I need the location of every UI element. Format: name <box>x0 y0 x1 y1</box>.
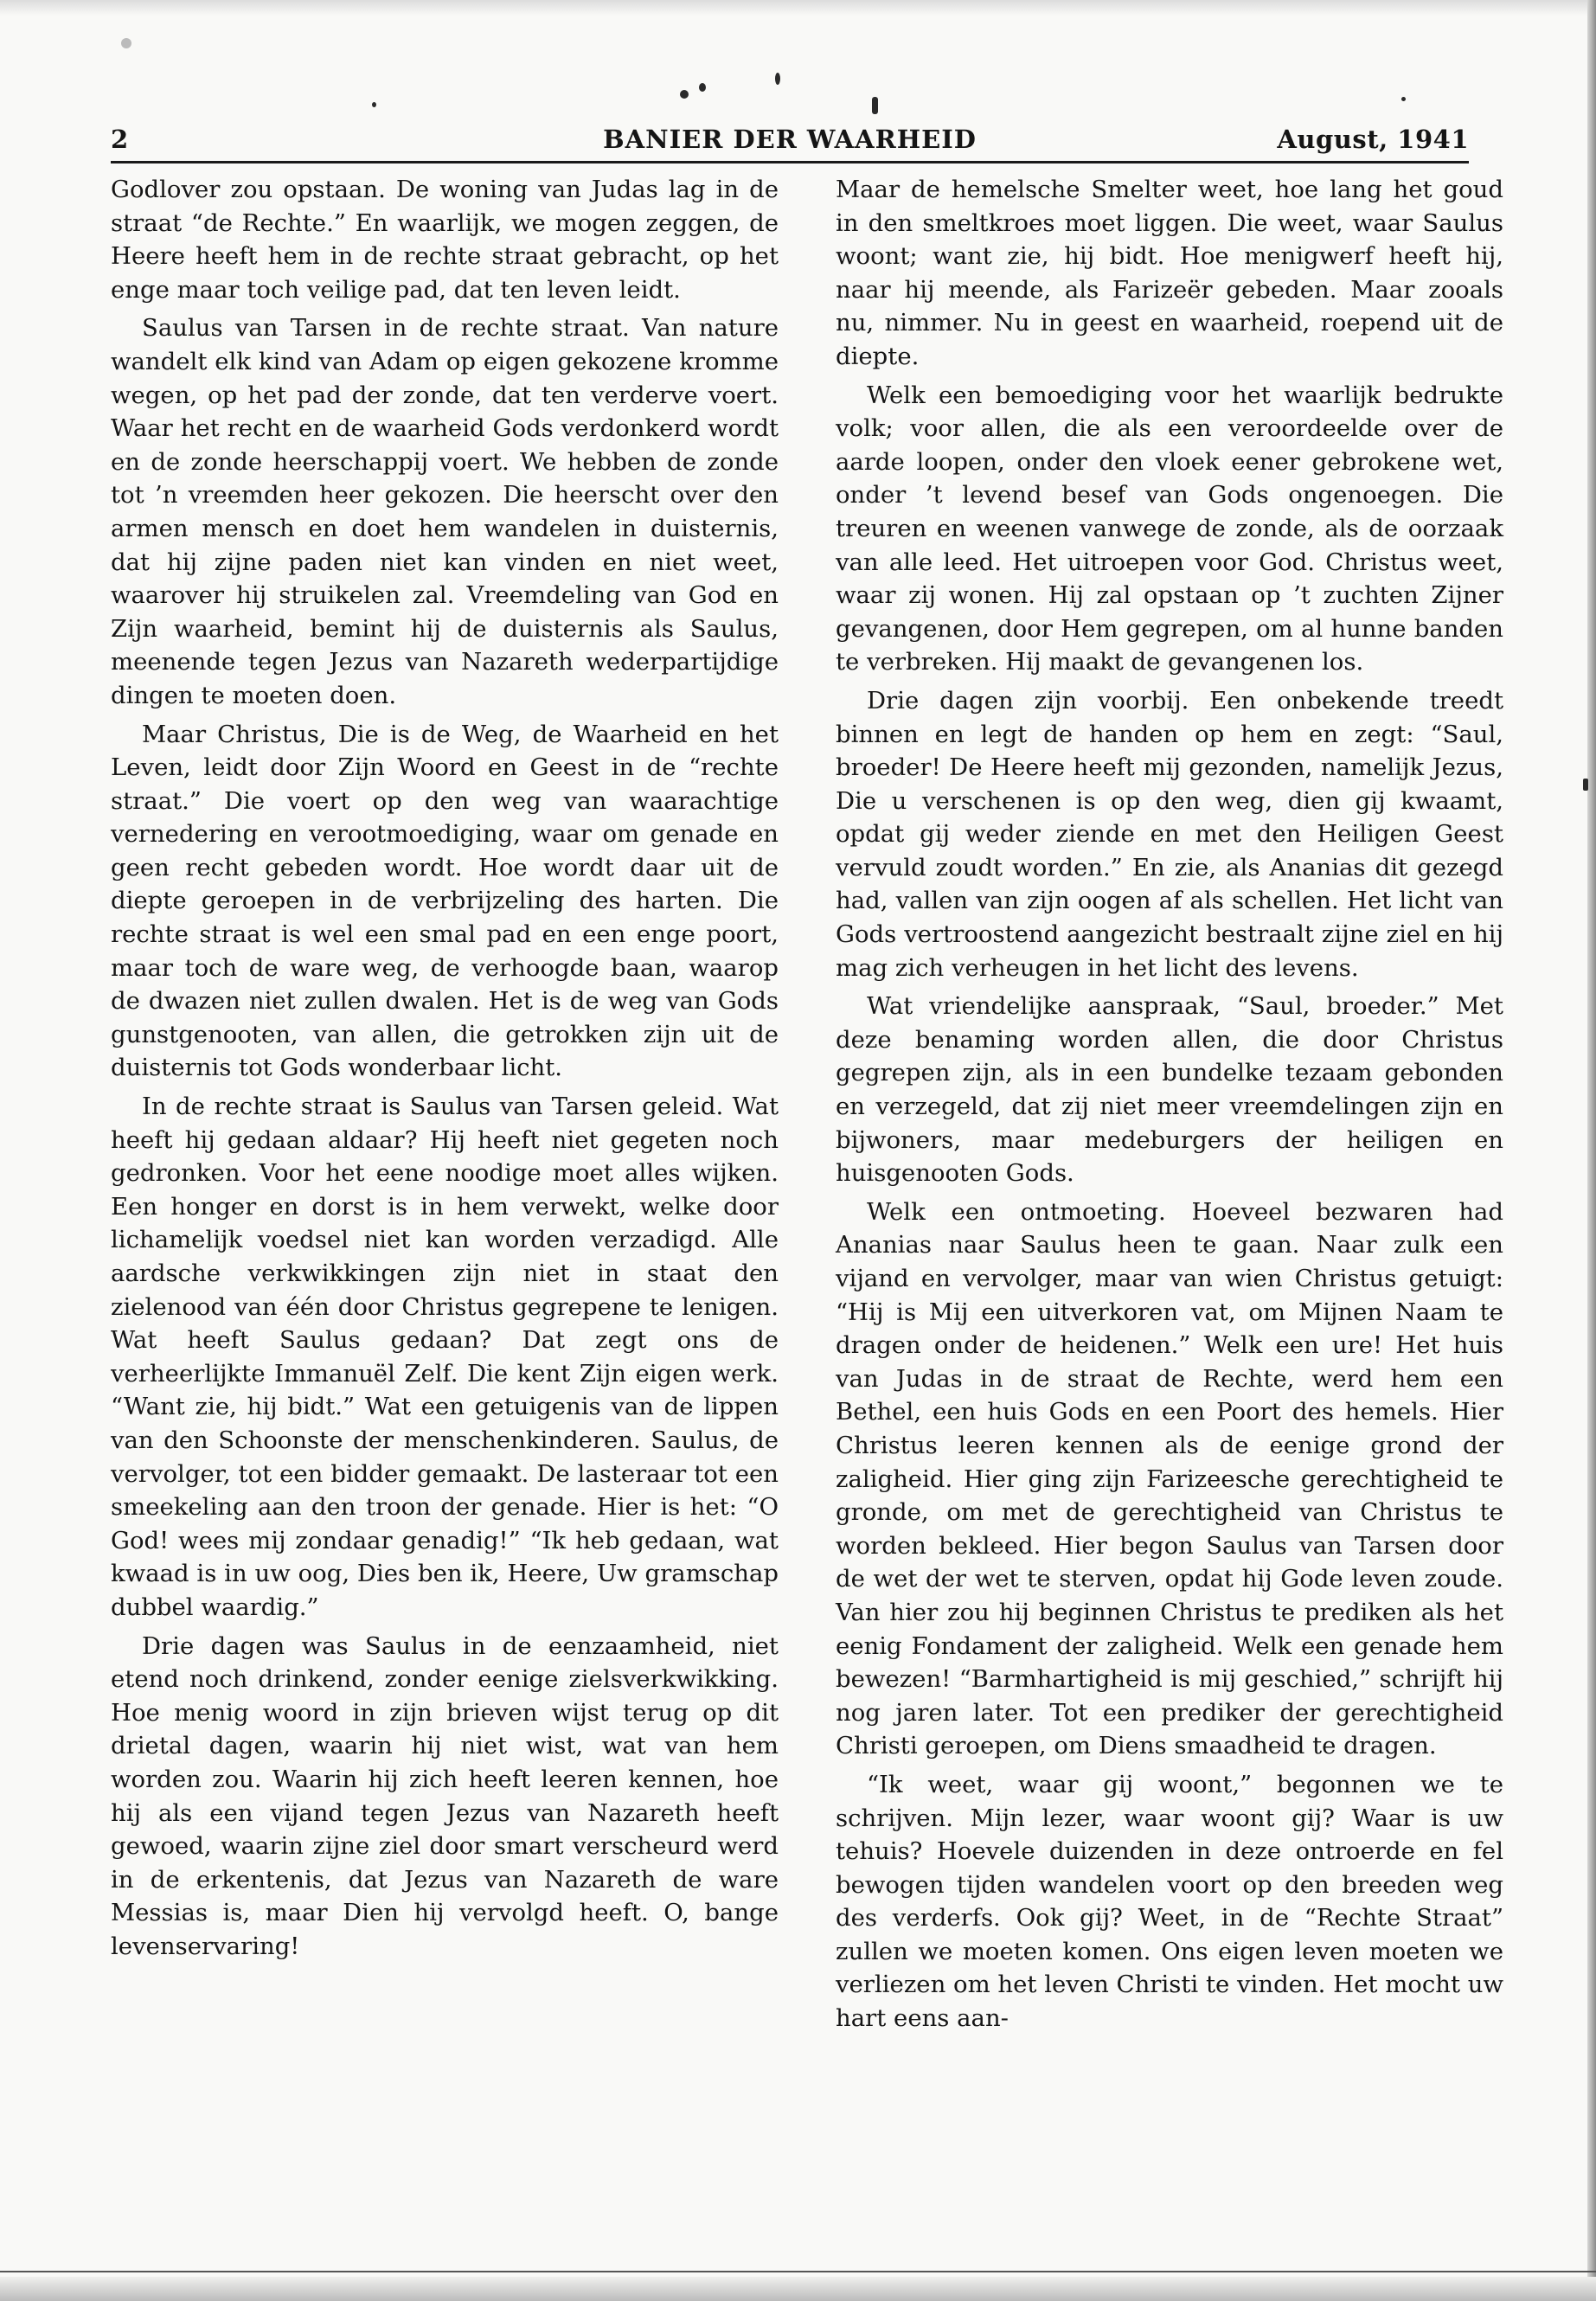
paragraph: Wat vriendelijke aanspraak, “Saul, broeder.” Met deze benaming worden allen, die door Christus gegrepen zijn, als in een bundelke tezaam gebonden en verzegeld, dat zij niet meer vreemdelingen zijn en bijwoners, maar medeburgers der heiligen en huisgenooten Gods. <box>836 992 1503 1188</box>
right-column <box>836 173 1503 2041</box>
paragraph: Drie dagen was Saulus in de eenzaamheid, niet etend noch drinkend, zonder eenige zielsverkwikking. Hoe menig woord in zijn brieven wijst terug op dit drietal dagen, waarin hij niet wist, wat van hem worden zou. Waarin hij zich heeft leeren kennen, hoe hij als een vijand tegen Jezus van Nazareth heeft gewoed, waarin zijne ziel door smart verscheurd werd in de erkentenis, dat Jezus van Nazareth de ware Messias is, maar Dien hij vervolgd heeft. O, bange levenservaring! <box>111 1631 779 1960</box>
scan-bottom-line <box>0 2271 1596 2272</box>
scan-speck <box>1401 97 1406 101</box>
scan-speck <box>121 38 131 48</box>
scan-speck <box>680 90 689 99</box>
header-rule <box>111 161 1469 163</box>
scan-speck <box>372 102 376 107</box>
scan-speck <box>775 73 780 85</box>
paragraph: Godlover zou opstaan. De woning van Judas lag in de straat “de Rechte.” En waarlijk, we mogen zeggen, de Heere heeft hem in de rechte straat gebracht, op het enge maar toch veilige pad, dat ten leven leidt. <box>111 176 779 304</box>
page-number: 2 <box>111 125 129 154</box>
paragraph: Welk een ontmoeting. Hoeveel bezwaren had Ananias naar Saulus heen te gaan. Naar zulk een vijand en vervolger, maar van wien Christus getuigt: “Hij is Mij een uitverkoren vat, om Mijnen Naam te dragen onder de heidenen.” Welk een ure! Het huis van Judas in de straat de Rechte, werd hem een Bethel, een huis Gods en een Poort des hemels. Hier Christus leeren kennen als de eenige grond der zaligheid. Hier ging zijn Farizeesche gerechtigheid te gronde, om met de gerechtigheid van Christus te worden bekleed. Hier begon Saulus van Tarsen door de wet der wet te sterven, opdat hij Gode leven zoude. Van hier zou hij beginnen Christus te prediken als het eenig Fondament der zaligheid. Welk een genade hem bewezen! “Barmhartigheid is mij geschied,” schrijft hij nog jaren later. Tot een prediker der gerechtigheid Christi geroepen, om Diens smaadheid te dragen. <box>836 1197 1503 1760</box>
scan-speck <box>1583 779 1588 791</box>
paragraph: Maar Christus, Die is de Weg, de Waarheid en het Leven, leidt door Zijn Woord en Geest in de “rechte straat.” Die voert op den weg van waarachtige vernedering en verootmoediging, waar om genade en geen recht gebeden wordt. Hoe wordt daar uit de diepte geroepen in de verbrijzeling des harten. Die rechte straat is wel een smal pad en een enge poort, maar toch de ware weg, de verhoogde baan, waarop de dwazen niet zullen dwalen. Het is de weg van Gods gunstgenooten, van allen, die getrokken zijn uit de duisternis tot Gods wonderbaar licht. <box>111 720 779 1082</box>
scan-bottom-shadow <box>0 2277 1596 2301</box>
scan-speck <box>699 83 706 92</box>
magazine-title: BANIER DER WAARHEID <box>603 125 977 154</box>
paragraph: Maar de hemelsche Smelter weet, hoe lang het goud in den smeltkroes moet liggen. Die weet, waar Saulus woont; want zie, hij bidt. Hoe menigwerf heeft hij, naar hij meende, als Farizeër gebeden. Maar zooals nu, nimmer. Nu in geest en waarheid, roepend uit de diepte. <box>836 176 1503 370</box>
scan-speck <box>872 97 878 114</box>
left-column <box>111 173 779 1968</box>
paragraph: In de rechte straat is Saulus van Tarsen geleid. Wat heeft hij gedaan aldaar? Hij heeft niet gegeten noch gedronken. Voor het eene noodige moet alles wijken. Een honger en dorst is in hem verwekt, welke door lichamelijk voedsel niet kan worden verzadigd. Alle aardsche verkwikkingen zijn niet in staat den zielenood van één door Christus gegrepene te lenigen. Wat heeft Saulus gedaan? Dat zegt ons de verheerlijkte Immanuël Zelf. Die kent Zijn eigen werk. “Want zie, hij bidt.” Wat een getuigenis van de lippen van den Schoonste der menschenkinderen. Saulus, de vervolger, tot een bidder gemaakt. De lasteraar tot een smeekeling aan den troon der genade. Hier is het: “O God! wees mij zondaar genadig!” “Ik heb gedaan, wat kwaad is in uw oog, Dies ben ik, Heere, Uw gramschap dubbel waardig.” <box>111 1093 779 1621</box>
issue-date: August, 1941 <box>1277 125 1469 154</box>
page-header <box>111 121 1469 161</box>
paragraph: Drie dagen zijn voorbij. Een onbekende treedt binnen en legt de handen op hem en zegt: “Saul, broeder! De Heere heeft mij gezonden, namelijk Jezus, Die u verschenen is op den weg, dien gij kwaamt, opdat gij weder ziende en met den Heiligen Geest vervuld zoudt worden.” En zie, als Ananias dit gezegd had, vallen van zijn oogen af als schellen. Het licht van Gods vertroostend aangezicht bestraalt zijne ziel en hij mag zich verheugen in het licht des levens. <box>836 686 1503 982</box>
paragraph: “Ik weet, waar gij woont,” begonnen we te schrijven. Mijn lezer, waar woont gij? Waar is uw tehuis? Hoevele duizenden in deze ontroerde en fel bewogen tijden wandelen voort op den breeden weg des verderfs. Ook gij? Weet, in de “Rechte Straat” zullen we moeten komen. Ons eigen leven moeten we verliezen om het leven Christi te vinden. Het mocht uw hart eens aan- <box>836 1770 1503 2033</box>
scan-right-edge <box>1587 0 1596 2301</box>
scan-top-shadow <box>0 0 1596 16</box>
paragraph: Welk een bemoediging voor het waarlijk bedrukte volk; voor allen, die als een veroordeelde over de aarde loopen, onder den vloek eener gebrokene wet, onder ’t levend besef van Gods ongenoegen. Die treuren en weenen vanwege de zonde, als de oorzaak van alle leed. Het uitroepen voor God. Christus weet, waar zij wonen. Hij zal opstaan op ’t zuchten Zijner gevangenen, door Hem gegrepen, om al hunne banden te verbreken. Hij maakt de gevangenen los. <box>836 381 1503 676</box>
paragraph: Saulus van Tarsen in de rechte straat. Van nature wandelt elk kind van Adam op eigen gekozene kromme wegen, op het pad der zonde, dat ten verderve voert. Waar het recht en de waarheid Gods verdonkerd wordt en de zonde heerschappij voert. We hebben de zonde tot ’n vreemden heer gekozen. Die heerscht over den armen mensch en doet hem wandelen in duisternis, dat hij zijne paden niet kan vinden en niet weet, waarover hij struikelen zal. Vreemdeling van God en Zijn waarheid, bemint hij de duisternis als Saulus, meenende tegen Jezus van Nazareth wederpartijdige dingen te moeten doen. <box>111 314 779 709</box>
